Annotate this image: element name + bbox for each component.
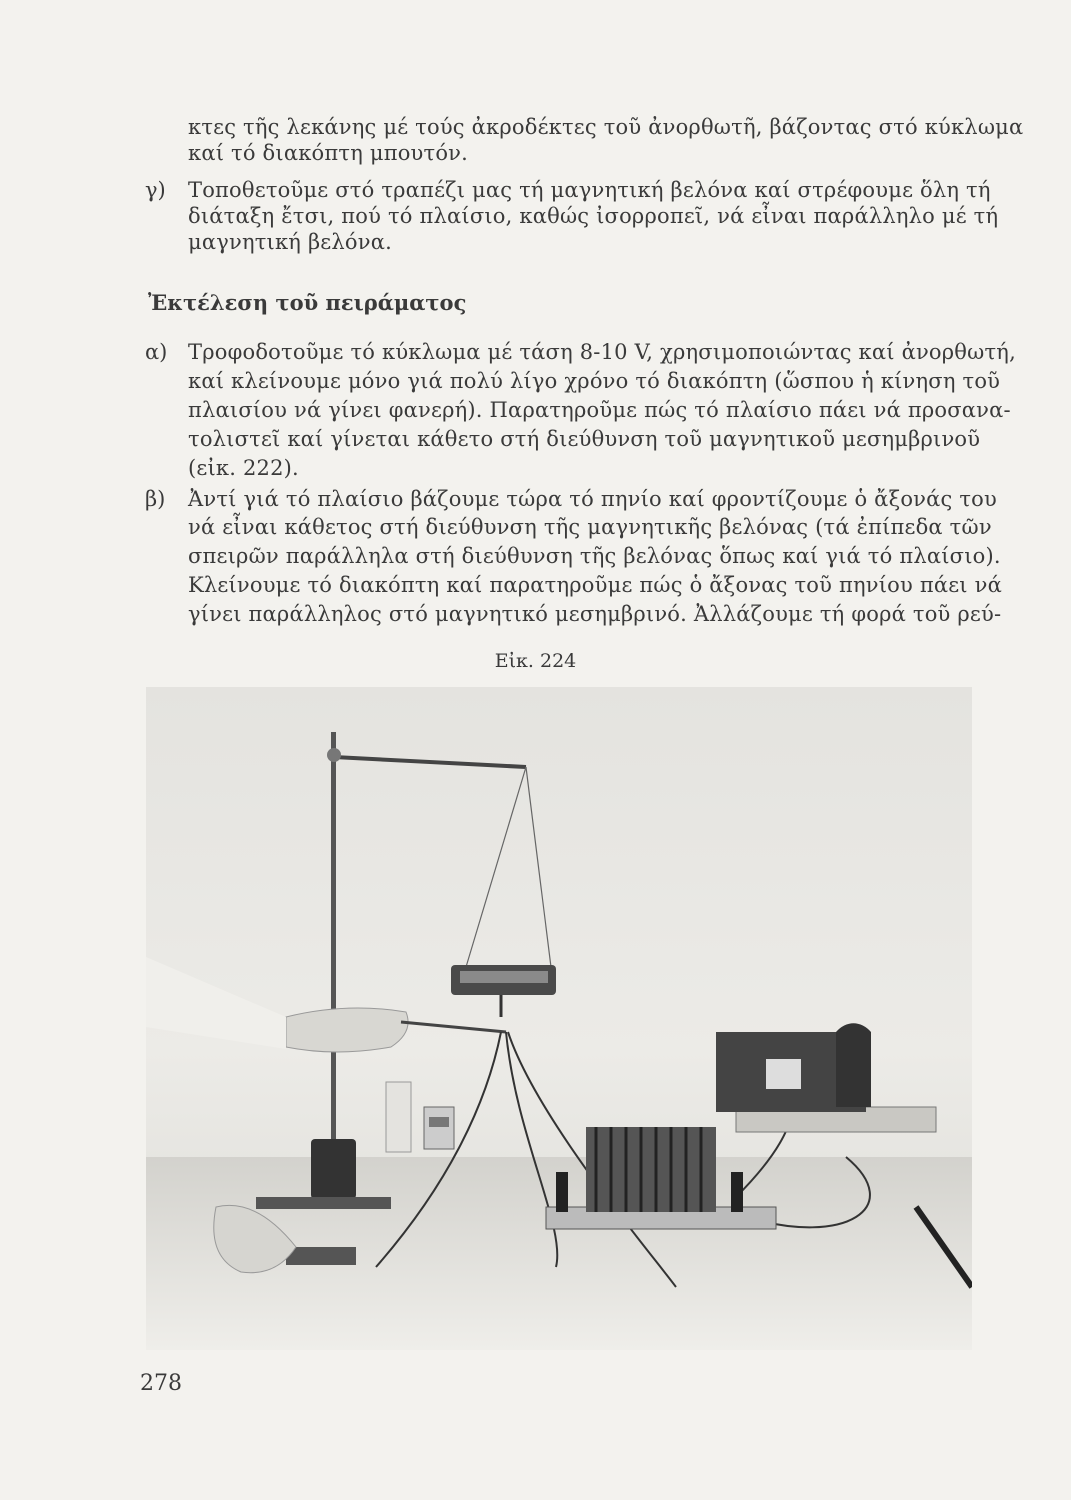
item-alpha-line: (εἰκ. 222). [188, 456, 299, 480]
item-beta-line: γίνει παράλληλος στό μαγνητικό μεσημβρινό. Ἀλλάζουμε τή φορά τοῦ ρεύ- [188, 602, 1002, 626]
experiment-photo [146, 687, 972, 1350]
item-beta-line: νά εἶναι κάθετος στή διεύθυνση τῆς μαγνητικῆς βελόνας (τά ἐπίπεδα τῶν [188, 515, 992, 539]
item-beta-line: σπειρῶν παράλληλα στή διεύθυνση τῆς βελόνας ὅπως καί γιά τό πλαίσιο). [188, 544, 1001, 568]
figure-caption: Εἰκ. 224 [494, 650, 577, 672]
item-alpha-line: Τροφοδοτοῦμε τό κύκλωμα μέ τάση 8-10 V, χρησιμοποιώντας καί ἀνορθωτή, [188, 340, 1016, 364]
item-alpha-label: α) [145, 340, 168, 364]
page-number: 278 [140, 1371, 182, 1396]
item-gamma-line: Τοποθετοῦμε στό τραπέζι μας τή μαγνητική βελόνα καί στρέφουμε ὅλη τή [188, 178, 991, 202]
item-alpha-line: καί κλείνουμε μόνο γιά πολύ λίγο χρόνο τό διακόπτη (ὥσπου ἡ κίνηση τοῦ [188, 369, 1001, 393]
item-gamma-line: διάταξη ἔτσι, πού τό πλαίσιο, καθώς ἰσορροπεῖ, νά εἶναι παράλληλο μέ τή [188, 204, 999, 228]
section-heading: Ἐκτέλεση τοῦ πειράματος [148, 290, 467, 315]
item-gamma-line: μαγνητική βελόνα. [188, 230, 392, 254]
item-gamma-label: γ) [145, 178, 166, 202]
intro-line: καί τό διακόπτη μπουτόν. [188, 141, 469, 165]
item-alpha-line: τολιστεῖ καί γίνεται κάθετο στή διεύθυνση τοῦ μαγνητικοῦ μεσημβρινοῦ [188, 427, 981, 451]
item-beta-label: β) [145, 487, 166, 511]
intro-line: κτες τῆς λεκάνης μέ τούς ἀκροδέκτες τοῦ ἀνορθωτῆ, βάζοντας στό κύκλωμα [188, 115, 1024, 139]
item-alpha-line: πλαισίου νά γίνει φανερή). Παρατηροῦμε πώς τό πλαίσιο πάει νά προσανα- [188, 398, 1011, 422]
item-beta-line: Κλείνουμε τό διακόπτη καί παρατηροῦμε πώς ὁ ἄξονας τοῦ πηνίου πάει νά [188, 573, 1002, 597]
item-beta-line: Ἀντί γιά τό πλαίσιο βάζουμε τώρα τό πηνίο καί φροντίζουμε ὁ ἄξονάς του [188, 487, 997, 511]
